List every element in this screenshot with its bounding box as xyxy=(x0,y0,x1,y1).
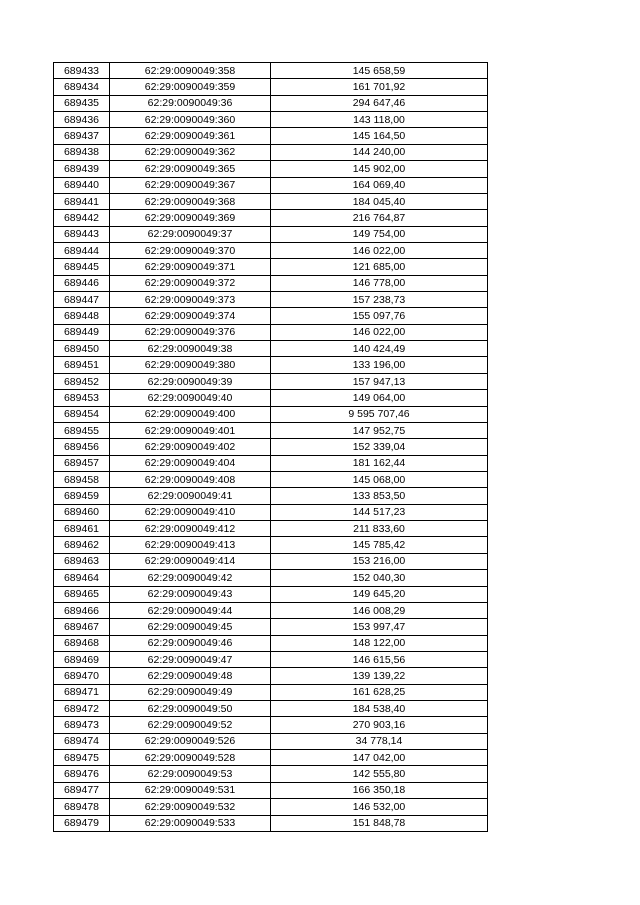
row-number-cell: 689479 xyxy=(54,815,110,831)
value-cell: 270 903,16 xyxy=(271,717,488,733)
value-cell: 9 595 707,46 xyxy=(271,406,488,422)
row-number-cell: 689465 xyxy=(54,586,110,602)
data-table-container xyxy=(53,62,488,832)
row-number-cell: 689461 xyxy=(54,521,110,537)
row-number-cell: 689466 xyxy=(54,602,110,618)
cadastral-number-cell: 62:29:0090049:401 xyxy=(110,422,271,438)
cadastral-number-cell: 62:29:0090049:44 xyxy=(110,602,271,618)
value-cell: 143 118,00 xyxy=(271,112,488,128)
value-cell: 146 022,00 xyxy=(271,242,488,258)
cadastral-number-cell: 62:29:0090049:367 xyxy=(110,177,271,193)
value-cell: 148 122,00 xyxy=(271,635,488,651)
cadastral-number-cell: 62:29:0090049:49 xyxy=(110,684,271,700)
table-row xyxy=(54,128,488,144)
table-row xyxy=(54,668,488,684)
row-number-cell: 689448 xyxy=(54,308,110,324)
value-cell: 144 240,00 xyxy=(271,144,488,160)
cadastral-number-cell: 62:29:0090049:531 xyxy=(110,782,271,798)
table-row xyxy=(54,570,488,586)
value-cell: 147 042,00 xyxy=(271,750,488,766)
row-number-cell: 689471 xyxy=(54,684,110,700)
row-number-cell: 689438 xyxy=(54,144,110,160)
value-cell: 152 040,30 xyxy=(271,570,488,586)
value-cell: 145 164,50 xyxy=(271,128,488,144)
row-number-cell: 689436 xyxy=(54,112,110,128)
value-cell: 142 555,80 xyxy=(271,766,488,782)
table-row xyxy=(54,815,488,831)
value-cell: 161 701,92 xyxy=(271,79,488,95)
row-number-cell: 689472 xyxy=(54,701,110,717)
value-cell: 211 833,60 xyxy=(271,521,488,537)
value-cell: 121 685,00 xyxy=(271,259,488,275)
cadastral-number-cell: 62:29:0090049:360 xyxy=(110,112,271,128)
value-cell: 164 069,40 xyxy=(271,177,488,193)
cadastral-number-cell: 62:29:0090049:380 xyxy=(110,357,271,373)
cadastral-number-cell: 62:29:0090049:53 xyxy=(110,766,271,782)
row-number-cell: 689469 xyxy=(54,651,110,667)
table-row xyxy=(54,275,488,291)
cadastral-number-cell: 62:29:0090049:50 xyxy=(110,701,271,717)
row-number-cell: 689459 xyxy=(54,488,110,504)
cadastral-number-cell: 62:29:0090049:413 xyxy=(110,537,271,553)
value-cell: 146 532,00 xyxy=(271,799,488,815)
table-row xyxy=(54,488,488,504)
value-cell: 145 902,00 xyxy=(271,161,488,177)
table-row xyxy=(54,341,488,357)
value-cell: 153 997,47 xyxy=(271,619,488,635)
cadastral-number-cell: 62:29:0090049:39 xyxy=(110,373,271,389)
value-cell: 151 848,78 xyxy=(271,815,488,831)
table-row xyxy=(54,684,488,700)
value-cell: 146 022,00 xyxy=(271,324,488,340)
cadastral-number-cell: 62:29:0090049:369 xyxy=(110,210,271,226)
cadastral-number-cell: 62:29:0090049:528 xyxy=(110,750,271,766)
cadastral-number-cell: 62:29:0090049:43 xyxy=(110,586,271,602)
table-row xyxy=(54,259,488,275)
table-row xyxy=(54,210,488,226)
row-number-cell: 689460 xyxy=(54,504,110,520)
table-row xyxy=(54,390,488,406)
cadastral-number-cell: 62:29:0090049:40 xyxy=(110,390,271,406)
table-row xyxy=(54,750,488,766)
cadastral-number-cell: 62:29:0090049:38 xyxy=(110,341,271,357)
row-number-cell: 689435 xyxy=(54,95,110,111)
row-number-cell: 689446 xyxy=(54,275,110,291)
table-row xyxy=(54,63,488,79)
table-row xyxy=(54,242,488,258)
table-row xyxy=(54,782,488,798)
cadastral-number-cell: 62:29:0090049:359 xyxy=(110,79,271,95)
cadastral-number-cell: 62:29:0090049:45 xyxy=(110,619,271,635)
row-number-cell: 689452 xyxy=(54,373,110,389)
cadastral-number-cell: 62:29:0090049:533 xyxy=(110,815,271,831)
table-body xyxy=(54,63,488,832)
row-number-cell: 689476 xyxy=(54,766,110,782)
row-number-cell: 689441 xyxy=(54,193,110,209)
table-row xyxy=(54,766,488,782)
row-number-cell: 689474 xyxy=(54,733,110,749)
cadastral-number-cell: 62:29:0090049:362 xyxy=(110,144,271,160)
value-cell: 155 097,76 xyxy=(271,308,488,324)
table-row xyxy=(54,701,488,717)
table-row xyxy=(54,471,488,487)
table-row xyxy=(54,651,488,667)
cadastral-number-cell: 62:29:0090049:374 xyxy=(110,308,271,324)
value-cell: 161 628,25 xyxy=(271,684,488,700)
cadastral-number-cell: 62:29:0090049:365 xyxy=(110,161,271,177)
table-row xyxy=(54,553,488,569)
table-row xyxy=(54,177,488,193)
value-cell: 157 947,13 xyxy=(271,373,488,389)
table-row xyxy=(54,733,488,749)
row-number-cell: 689468 xyxy=(54,635,110,651)
table-row xyxy=(54,193,488,209)
cadastral-number-cell: 62:29:0090049:373 xyxy=(110,292,271,308)
value-cell: 139 139,22 xyxy=(271,668,488,684)
row-number-cell: 689443 xyxy=(54,226,110,242)
row-number-cell: 689458 xyxy=(54,471,110,487)
row-number-cell: 689456 xyxy=(54,439,110,455)
cadastral-number-cell: 62:29:0090049:370 xyxy=(110,242,271,258)
row-number-cell: 689447 xyxy=(54,292,110,308)
row-number-cell: 689450 xyxy=(54,341,110,357)
cadastral-number-cell: 62:29:0090049:400 xyxy=(110,406,271,422)
row-number-cell: 689470 xyxy=(54,668,110,684)
value-cell: 146 778,00 xyxy=(271,275,488,291)
cadastral-number-cell: 62:29:0090049:408 xyxy=(110,471,271,487)
cadastral-number-cell: 62:29:0090049:42 xyxy=(110,570,271,586)
cadastral-number-cell: 62:29:0090049:371 xyxy=(110,259,271,275)
value-cell: 294 647,46 xyxy=(271,95,488,111)
table-row xyxy=(54,586,488,602)
cadastral-number-cell: 62:29:0090049:358 xyxy=(110,63,271,79)
value-cell: 149 754,00 xyxy=(271,226,488,242)
value-cell: 184 045,40 xyxy=(271,193,488,209)
table-row xyxy=(54,357,488,373)
value-cell: 149 645,20 xyxy=(271,586,488,602)
table-row xyxy=(54,406,488,422)
table-row xyxy=(54,521,488,537)
row-number-cell: 689449 xyxy=(54,324,110,340)
table-row xyxy=(54,504,488,520)
row-number-cell: 689442 xyxy=(54,210,110,226)
cadastral-number-cell: 62:29:0090049:48 xyxy=(110,668,271,684)
row-number-cell: 689463 xyxy=(54,553,110,569)
row-number-cell: 689457 xyxy=(54,455,110,471)
table-row xyxy=(54,635,488,651)
cadastral-number-cell: 62:29:0090049:376 xyxy=(110,324,271,340)
table-row xyxy=(54,161,488,177)
table-row xyxy=(54,79,488,95)
table-row xyxy=(54,717,488,733)
value-cell: 146 008,29 xyxy=(271,602,488,618)
table-row xyxy=(54,422,488,438)
cadastral-number-cell: 62:29:0090049:372 xyxy=(110,275,271,291)
row-number-cell: 689444 xyxy=(54,242,110,258)
table-row xyxy=(54,619,488,635)
row-number-cell: 689473 xyxy=(54,717,110,733)
table-row xyxy=(54,324,488,340)
cadastral-number-cell: 62:29:0090049:52 xyxy=(110,717,271,733)
table-row xyxy=(54,455,488,471)
cadastral-number-cell: 62:29:0090049:414 xyxy=(110,553,271,569)
value-cell: 34 778,14 xyxy=(271,733,488,749)
table-row xyxy=(54,373,488,389)
value-cell: 144 517,23 xyxy=(271,504,488,520)
table-row xyxy=(54,292,488,308)
row-number-cell: 689437 xyxy=(54,128,110,144)
table-row xyxy=(54,799,488,815)
value-cell: 181 162,44 xyxy=(271,455,488,471)
cadastral-number-cell: 62:29:0090049:402 xyxy=(110,439,271,455)
row-number-cell: 689440 xyxy=(54,177,110,193)
table-row xyxy=(54,439,488,455)
table-row xyxy=(54,144,488,160)
value-cell: 184 538,40 xyxy=(271,701,488,717)
value-cell: 153 216,00 xyxy=(271,553,488,569)
value-cell: 133 196,00 xyxy=(271,357,488,373)
row-number-cell: 689434 xyxy=(54,79,110,95)
cadastral-number-cell: 62:29:0090049:41 xyxy=(110,488,271,504)
cadastral-number-cell: 62:29:0090049:412 xyxy=(110,521,271,537)
table-row xyxy=(54,226,488,242)
row-number-cell: 689475 xyxy=(54,750,110,766)
value-cell: 157 238,73 xyxy=(271,292,488,308)
cadastral-number-cell: 62:29:0090049:36 xyxy=(110,95,271,111)
cadastral-number-cell: 62:29:0090049:526 xyxy=(110,733,271,749)
table-row xyxy=(54,95,488,111)
cadastral-number-cell: 62:29:0090049:532 xyxy=(110,799,271,815)
row-number-cell: 689464 xyxy=(54,570,110,586)
row-number-cell: 689455 xyxy=(54,422,110,438)
row-number-cell: 689462 xyxy=(54,537,110,553)
cadastral-number-cell: 62:29:0090049:361 xyxy=(110,128,271,144)
value-cell: 145 785,42 xyxy=(271,537,488,553)
cadastral-number-cell: 62:29:0090049:46 xyxy=(110,635,271,651)
row-number-cell: 689467 xyxy=(54,619,110,635)
table-row xyxy=(54,602,488,618)
row-number-cell: 689478 xyxy=(54,799,110,815)
cadastral-number-cell: 62:29:0090049:368 xyxy=(110,193,271,209)
table-row xyxy=(54,112,488,128)
cadastral-number-cell: 62:29:0090049:37 xyxy=(110,226,271,242)
value-cell: 140 424,49 xyxy=(271,341,488,357)
cadastral-number-cell: 62:29:0090049:47 xyxy=(110,651,271,667)
table-row xyxy=(54,537,488,553)
table-row xyxy=(54,308,488,324)
row-number-cell: 689445 xyxy=(54,259,110,275)
row-number-cell: 689453 xyxy=(54,390,110,406)
row-number-cell: 689439 xyxy=(54,161,110,177)
value-cell: 216 764,87 xyxy=(271,210,488,226)
value-cell: 146 615,56 xyxy=(271,651,488,667)
row-number-cell: 689433 xyxy=(54,63,110,79)
cadastral-number-cell: 62:29:0090049:410 xyxy=(110,504,271,520)
value-cell: 147 952,75 xyxy=(271,422,488,438)
cadastral-value-table xyxy=(53,62,488,832)
value-cell: 149 064,00 xyxy=(271,390,488,406)
row-number-cell: 689477 xyxy=(54,782,110,798)
row-number-cell: 689451 xyxy=(54,357,110,373)
value-cell: 166 350,18 xyxy=(271,782,488,798)
value-cell: 145 658,59 xyxy=(271,63,488,79)
row-number-cell: 689454 xyxy=(54,406,110,422)
value-cell: 145 068,00 xyxy=(271,471,488,487)
cadastral-number-cell: 62:29:0090049:404 xyxy=(110,455,271,471)
value-cell: 133 853,50 xyxy=(271,488,488,504)
value-cell: 152 339,04 xyxy=(271,439,488,455)
